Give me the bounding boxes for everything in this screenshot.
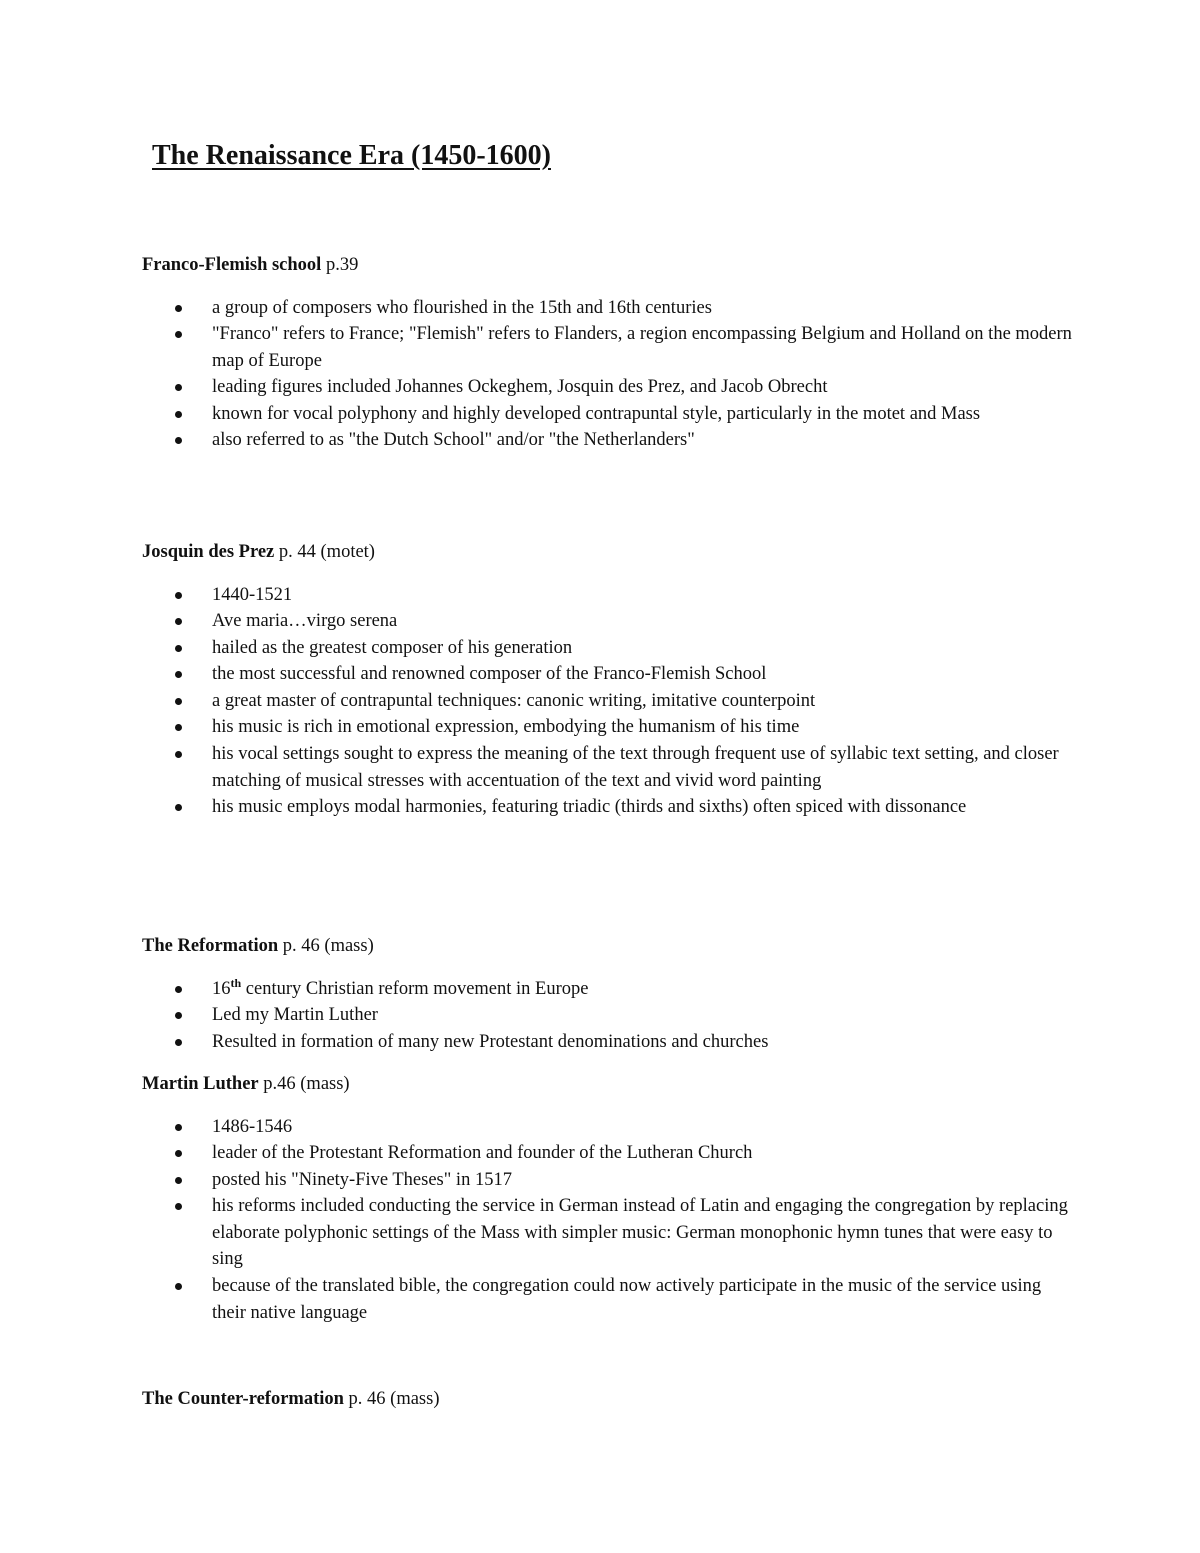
list-item: posted his "Ninety-Five Theses" in 1517	[142, 1167, 1072, 1194]
bullet-icon	[175, 986, 182, 993]
list-item: also referred to as "the Dutch School" and/or "the Netherlanders"	[142, 427, 1072, 454]
bullet-icon	[175, 1177, 182, 1184]
list-item: 16th century Christian reform movement in Europe	[142, 976, 1072, 1003]
section-ref: p. 46 (mass)	[278, 936, 374, 956]
section-heading	[142, 933, 1072, 960]
list-item: leading figures included Johannes Ockeghem, Josquin des Prez, and Jacob Obrecht	[142, 374, 1072, 401]
list-item: Ave maria…virgo serena	[142, 608, 1072, 635]
bullet-icon	[175, 698, 182, 705]
list-item: because of the translated bible, the congregation could now actively participate in the music of the service using their native language	[142, 1273, 1072, 1326]
list-item: known for vocal polyphony and highly developed contrapuntal style, particularly in the motet and Mass	[142, 401, 1072, 428]
section-reformation	[142, 933, 1072, 1055]
list-item: his music employs modal harmonies, featuring triadic (thirds and sixths) often spiced with dissonance	[142, 794, 1072, 821]
list-item: a group of composers who flourished in the 15th and 16th centuries	[142, 295, 1072, 322]
bullet-icon	[175, 804, 182, 811]
ordinal-number: 16	[212, 978, 231, 999]
page-title: The Renaissance Era (1450-1600)	[152, 140, 551, 171]
bullet-icon	[175, 592, 182, 599]
bullet-list	[142, 582, 1072, 821]
section-heading	[142, 539, 1072, 566]
list-item: "Franco" refers to France; "Flemish" refers to Flanders, a region encompassing Belgium and Holland on the modern map of Europe	[142, 321, 1072, 374]
bullet-icon	[175, 437, 182, 444]
list-item: 1440-1521	[142, 582, 1072, 609]
section-term: Martin Luther	[142, 1074, 259, 1094]
section-josquin-des-prez	[142, 539, 1072, 821]
bullet-icon	[175, 384, 182, 391]
ordinal-suffix: th	[230, 975, 242, 990]
bullet-icon	[175, 411, 182, 418]
bullet-icon	[175, 645, 182, 652]
list-item: Led my Martin Luther	[142, 1002, 1072, 1029]
section-heading	[142, 252, 1072, 279]
section-heading	[142, 1071, 1072, 1098]
list-item: his reforms included conducting the service in German instead of Latin and engaging the congregation by replacing elaborate polyphonic settings of the Mass with simpler music: German monophonic hymn tunes that were easy to sing	[142, 1193, 1072, 1273]
bullet-icon	[175, 1150, 182, 1157]
bullet-icon	[175, 618, 182, 625]
list-item: 1486-1546	[142, 1114, 1072, 1141]
section-term: Franco-Flemish school	[142, 255, 322, 275]
section-term: Josquin des Prez	[142, 542, 275, 562]
bullet-icon	[175, 671, 182, 678]
bullet-list	[142, 295, 1072, 455]
list-item: leader of the Protestant Reformation and founder of the Lutheran Church	[142, 1140, 1072, 1167]
section-counter-reformation	[142, 1386, 1072, 1413]
bullet-icon	[175, 331, 182, 338]
section-heading	[142, 1386, 1072, 1413]
section-term: The Counter-reformation	[142, 1389, 344, 1409]
section-franco-flemish	[142, 252, 1072, 454]
section-ref: p. 44 (motet)	[274, 542, 375, 562]
bullet-icon	[175, 1203, 182, 1210]
bullet-icon	[175, 1039, 182, 1046]
bullet-icon	[175, 1012, 182, 1019]
list-item: a great master of contrapuntal techniques: canonic writing, imitative counterpoint	[142, 688, 1072, 715]
section-martin-luther	[142, 1071, 1072, 1326]
bullet-icon	[175, 751, 182, 758]
list-item: his vocal settings sought to express the meaning of the text through frequent use of syllabic text setting, and closer matching of musical stresses with accentuation of the text and vivid word painting	[142, 741, 1072, 794]
list-item: the most successful and renowned composer of the Franco-Flemish School	[142, 661, 1072, 688]
bullet-list	[142, 976, 1072, 1056]
list-item: his music is rich in emotional expression, embodying the humanism of his time	[142, 714, 1072, 741]
bullet-icon	[175, 724, 182, 731]
section-ref: p. 46 (mass)	[343, 1389, 440, 1409]
bullet-icon	[175, 1283, 182, 1290]
bullet-icon	[175, 305, 182, 312]
list-item: Resulted in formation of many new Protestant denominations and churches	[142, 1029, 1072, 1056]
section-term: The Reformation	[142, 936, 279, 956]
section-ref: p.39	[321, 255, 359, 275]
section-ref: p.46 (mass)	[258, 1074, 350, 1094]
bullet-icon	[175, 1124, 182, 1131]
list-item: hailed as the greatest composer of his generation	[142, 635, 1072, 662]
bullet-list	[142, 1114, 1072, 1327]
